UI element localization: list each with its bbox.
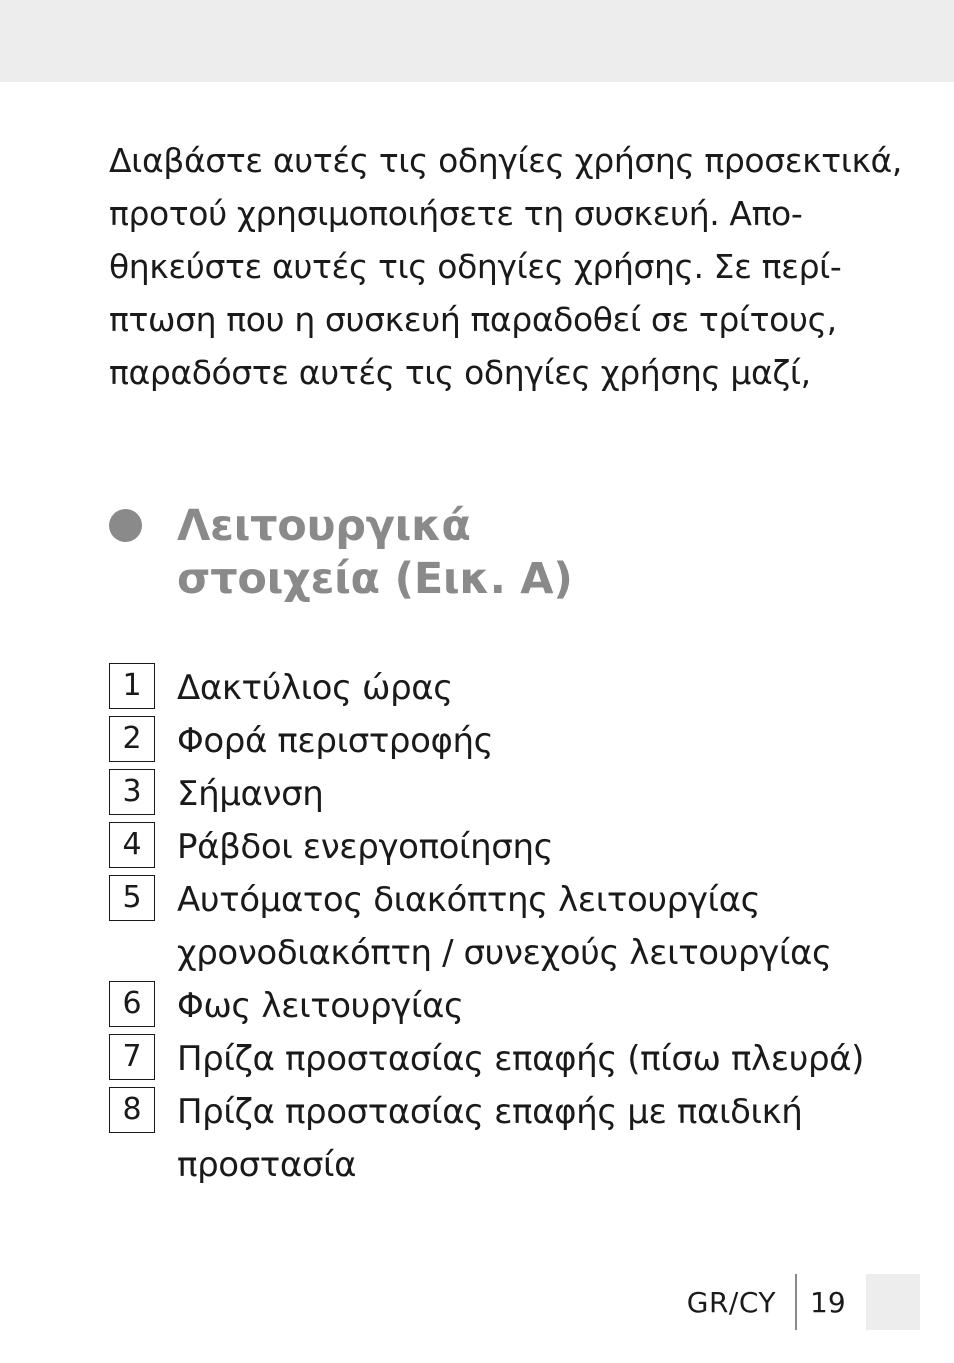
intro-line: προτού χρησιμοποιήσετε τη συσκευή. Απο- — [109, 194, 803, 233]
part-label-line: Πρίζα προστασίας επαφής (πίσω πλευρά) — [177, 1039, 865, 1079]
footer-tab-marker — [866, 1274, 920, 1330]
part-number-box: 3 — [109, 769, 155, 815]
section-heading — [177, 500, 573, 606]
part-label-line: Σήμανση — [177, 774, 324, 814]
part-label-line: προστασία — [177, 1145, 357, 1185]
part-label — [177, 874, 832, 980]
part-item — [109, 715, 889, 768]
part-number-box: 8 — [109, 1087, 155, 1133]
part-label-line: Φορά περιστροφής — [177, 721, 494, 761]
parts-list — [109, 662, 889, 1192]
part-label-line: Δακτύλιος ώρας — [177, 668, 453, 708]
section-heading-line: Λειτουργικά — [177, 501, 471, 551]
part-label-line: Αυτόματος διακόπτης λειτουργίας — [177, 880, 761, 920]
section-bullet-icon — [109, 509, 142, 542]
part-item — [109, 768, 889, 821]
part-number-box: 1 — [109, 663, 155, 709]
part-label — [177, 662, 453, 715]
footer-divider — [795, 1274, 797, 1330]
intro-line: θηκεύστε αυτές τις οδηγίες χρήσης. Σε περί- — [109, 247, 842, 286]
part-item — [109, 662, 889, 715]
part-label — [177, 1086, 802, 1192]
part-number-box: 2 — [109, 716, 155, 762]
part-item — [109, 1033, 889, 1086]
part-label-line: Ράβδοι ενεργοποίησης — [177, 827, 554, 867]
part-label-line: Πρίζα προστασίας επαφής με παιδική — [177, 1092, 803, 1132]
part-item — [109, 980, 889, 1033]
intro-line: Διαβάστε αυτές τις οδηγίες χρήσης προσεκτικά, — [109, 141, 902, 180]
part-item — [109, 821, 889, 874]
intro-line: παραδόστε αυτές τις οδηγίες χρήσης μαζί, — [109, 353, 811, 392]
part-number-box: 4 — [109, 822, 155, 868]
part-number-box: 5 — [109, 875, 155, 921]
intro-paragraph — [109, 134, 902, 399]
top-band — [0, 0, 954, 82]
part-label-line: Φως λειτουργίας — [177, 986, 464, 1026]
part-label-line: χρονοδιακόπτη / συνεχούς λειτουργίας — [177, 933, 832, 973]
part-label — [177, 821, 553, 874]
footer-language-code: GR/CY — [686, 1286, 776, 1319]
part-label — [177, 715, 493, 768]
part-number-box: 7 — [109, 1034, 155, 1080]
part-number-box: 6 — [109, 981, 155, 1027]
part-label — [177, 768, 323, 821]
section-heading-line: στοιχεία (Εικ. Α) — [177, 554, 573, 604]
part-label — [177, 980, 464, 1033]
part-item — [109, 1086, 889, 1192]
intro-line: πτωση που η συσκευή παραδοθεί σε τρίτους, — [109, 300, 837, 339]
part-label — [177, 1033, 864, 1086]
page-number: 19 — [810, 1286, 846, 1319]
part-item — [109, 874, 889, 980]
